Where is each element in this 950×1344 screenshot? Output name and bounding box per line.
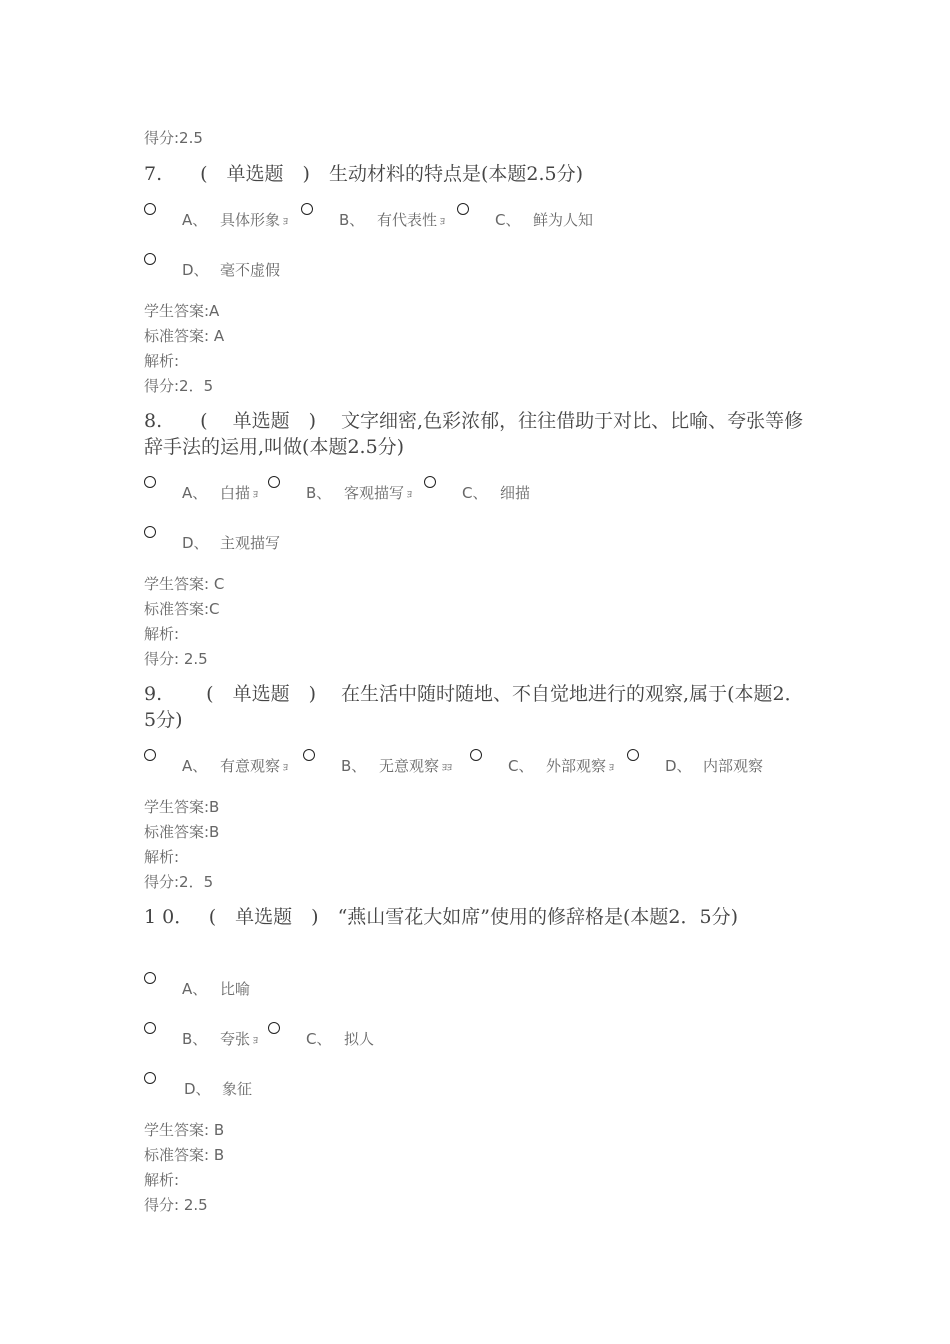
radio-icon[interactable] (268, 476, 280, 488)
radio-icon[interactable] (144, 476, 156, 488)
analysis-label: 解析: (144, 625, 180, 643)
radio-icon[interactable] (301, 203, 313, 215)
standard-answer: 标准答案:B (144, 823, 220, 841)
radio-icon[interactable] (457, 203, 469, 215)
marker-icon: ﾖ (609, 763, 615, 774)
student-answer: 学生答案:A (144, 302, 220, 320)
radio-icon[interactable] (627, 749, 639, 761)
score-text: 得分:2．5 (144, 873, 214, 891)
question-title: 8. ( 单选题 ) 文字细密,色彩浓郁，往往借助于对比、比喻、夸张等修辞手法的运用,叫做(本题2.5分) (144, 410, 804, 458)
question-title: 1 0． ( 单选题 ) “燕山雪花大如席”使用的修辞格是(本题2．5分) (144, 906, 739, 928)
student-answer: 学生答案: B (144, 1121, 225, 1139)
question-title: 7. ( 单选题 ) 生动材料的特点是(本题2.5分) (144, 163, 583, 185)
standard-answer: 标准答案: A (144, 327, 225, 345)
question-title: 9. ( 单选题 ) 在生活中随时随地、不自觉地进行的观察,属于(本题2．5分) (144, 683, 804, 731)
marker-icon: ﾖ (440, 217, 446, 228)
radio-icon[interactable] (144, 972, 156, 984)
radio-icon[interactable] (470, 749, 482, 761)
radio-icon[interactable] (424, 476, 436, 488)
radio-icon[interactable] (144, 749, 156, 761)
radio-icon[interactable] (144, 526, 156, 538)
radio-icon[interactable] (144, 1072, 156, 1084)
radio-icon[interactable] (268, 1022, 280, 1034)
radio-icon[interactable] (144, 1022, 156, 1034)
standard-answer: 标准答案: B (144, 1146, 225, 1164)
score-text: 得分:2.5 (144, 129, 203, 147)
radio-icon[interactable] (144, 253, 156, 265)
radio-icon[interactable] (144, 203, 156, 215)
marker-icon: ﾖ (253, 1036, 259, 1047)
marker-icon: ﾖ (407, 490, 413, 501)
analysis-label: 解析: (144, 1171, 180, 1189)
radio-icon[interactable] (303, 749, 315, 761)
standard-answer: 标准答案:C (144, 600, 220, 618)
analysis-label: 解析: (144, 848, 180, 866)
score-text: 得分:2．5 (144, 377, 214, 395)
analysis-label: 解析: (144, 352, 180, 370)
marker-icon: ﾖ (253, 490, 259, 501)
student-answer: 学生答案: C (144, 575, 225, 593)
marker-icon: ﾖ (283, 763, 289, 774)
student-answer: 学生答案:B (144, 798, 220, 816)
marker-icon: ﾖﾖ (442, 763, 453, 774)
score-text: 得分: 2.5 (144, 650, 208, 668)
marker-icon: ﾖ (283, 217, 289, 228)
score-text: 得分: 2.5 (144, 1196, 208, 1214)
